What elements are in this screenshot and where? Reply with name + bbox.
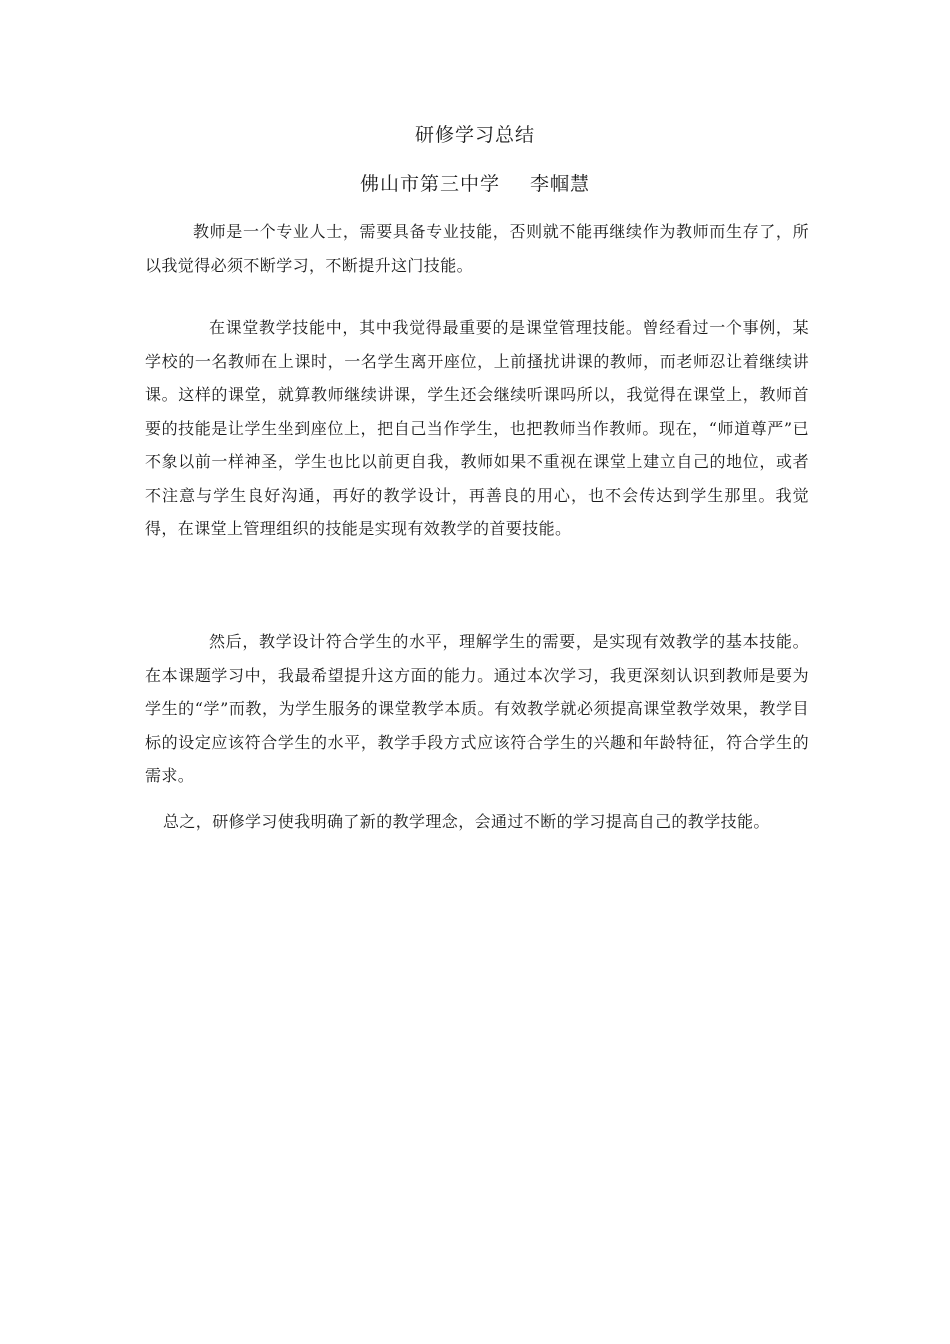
body-paragraph-4: 总之，研修学习使我明确了新的教学理念，会通过不断的学习提高自己的教学技能。 — [163, 812, 770, 831]
body-paragraph-1: 教师是一个专业人士，需要具备专业技能，否则就不能再继续作为教师而生存了，所以我觉得必须不断学习，不断提升这门技能。 — [145, 222, 809, 275]
body-paragraph-3: 然后，教学设计符合学生的水平，理解学生的需要，是实现有效教学的基本技能。在本课题学习中，我最希望提升这方面的能力。通过本次学习，我更深刻认识到教师是要为学生的“学”而教，为学生服务的课堂教学本质。有效教学就必须提高课堂教学效果，教学目标的设定应该符合学生的水平，教学手段方式应该符合学生的兴趣和年龄特征，符合学生的需求。 — [145, 632, 809, 785]
document-title: 研修学习总结 — [414, 124, 535, 146]
body-paragraph-2: 在课堂教学技能中，其中我觉得最重要的是课堂管理技能。曾经看过一个事例，某学校的一名教师在上课时，一名学生离开座位，上前搔扰讲课的教师，而老师忍让着继续讲课。这样的课堂，就算教师继续讲课，学生还会继续听课吗所以，我觉得在课堂上，教师首要的技能是让学生坐到座位上，把自己当作学生，也把教师当作教师。现在，“师道尊严”已不象以前一样神圣，学生也比以前更自我，教师如果不重视在课堂上建立自己的地位，或者不注意与学生良好沟通，再好的教学设计，再善良的用心，也不会传达到学生那里。我觉得，在课堂上管理组织的技能是实现有效教学的首要技能。 — [145, 318, 809, 538]
school-name: 佛山市第三中学 — [359, 173, 500, 195]
document-byline — [0, 169, 950, 199]
author-name: 李帼慧 — [530, 173, 591, 195]
